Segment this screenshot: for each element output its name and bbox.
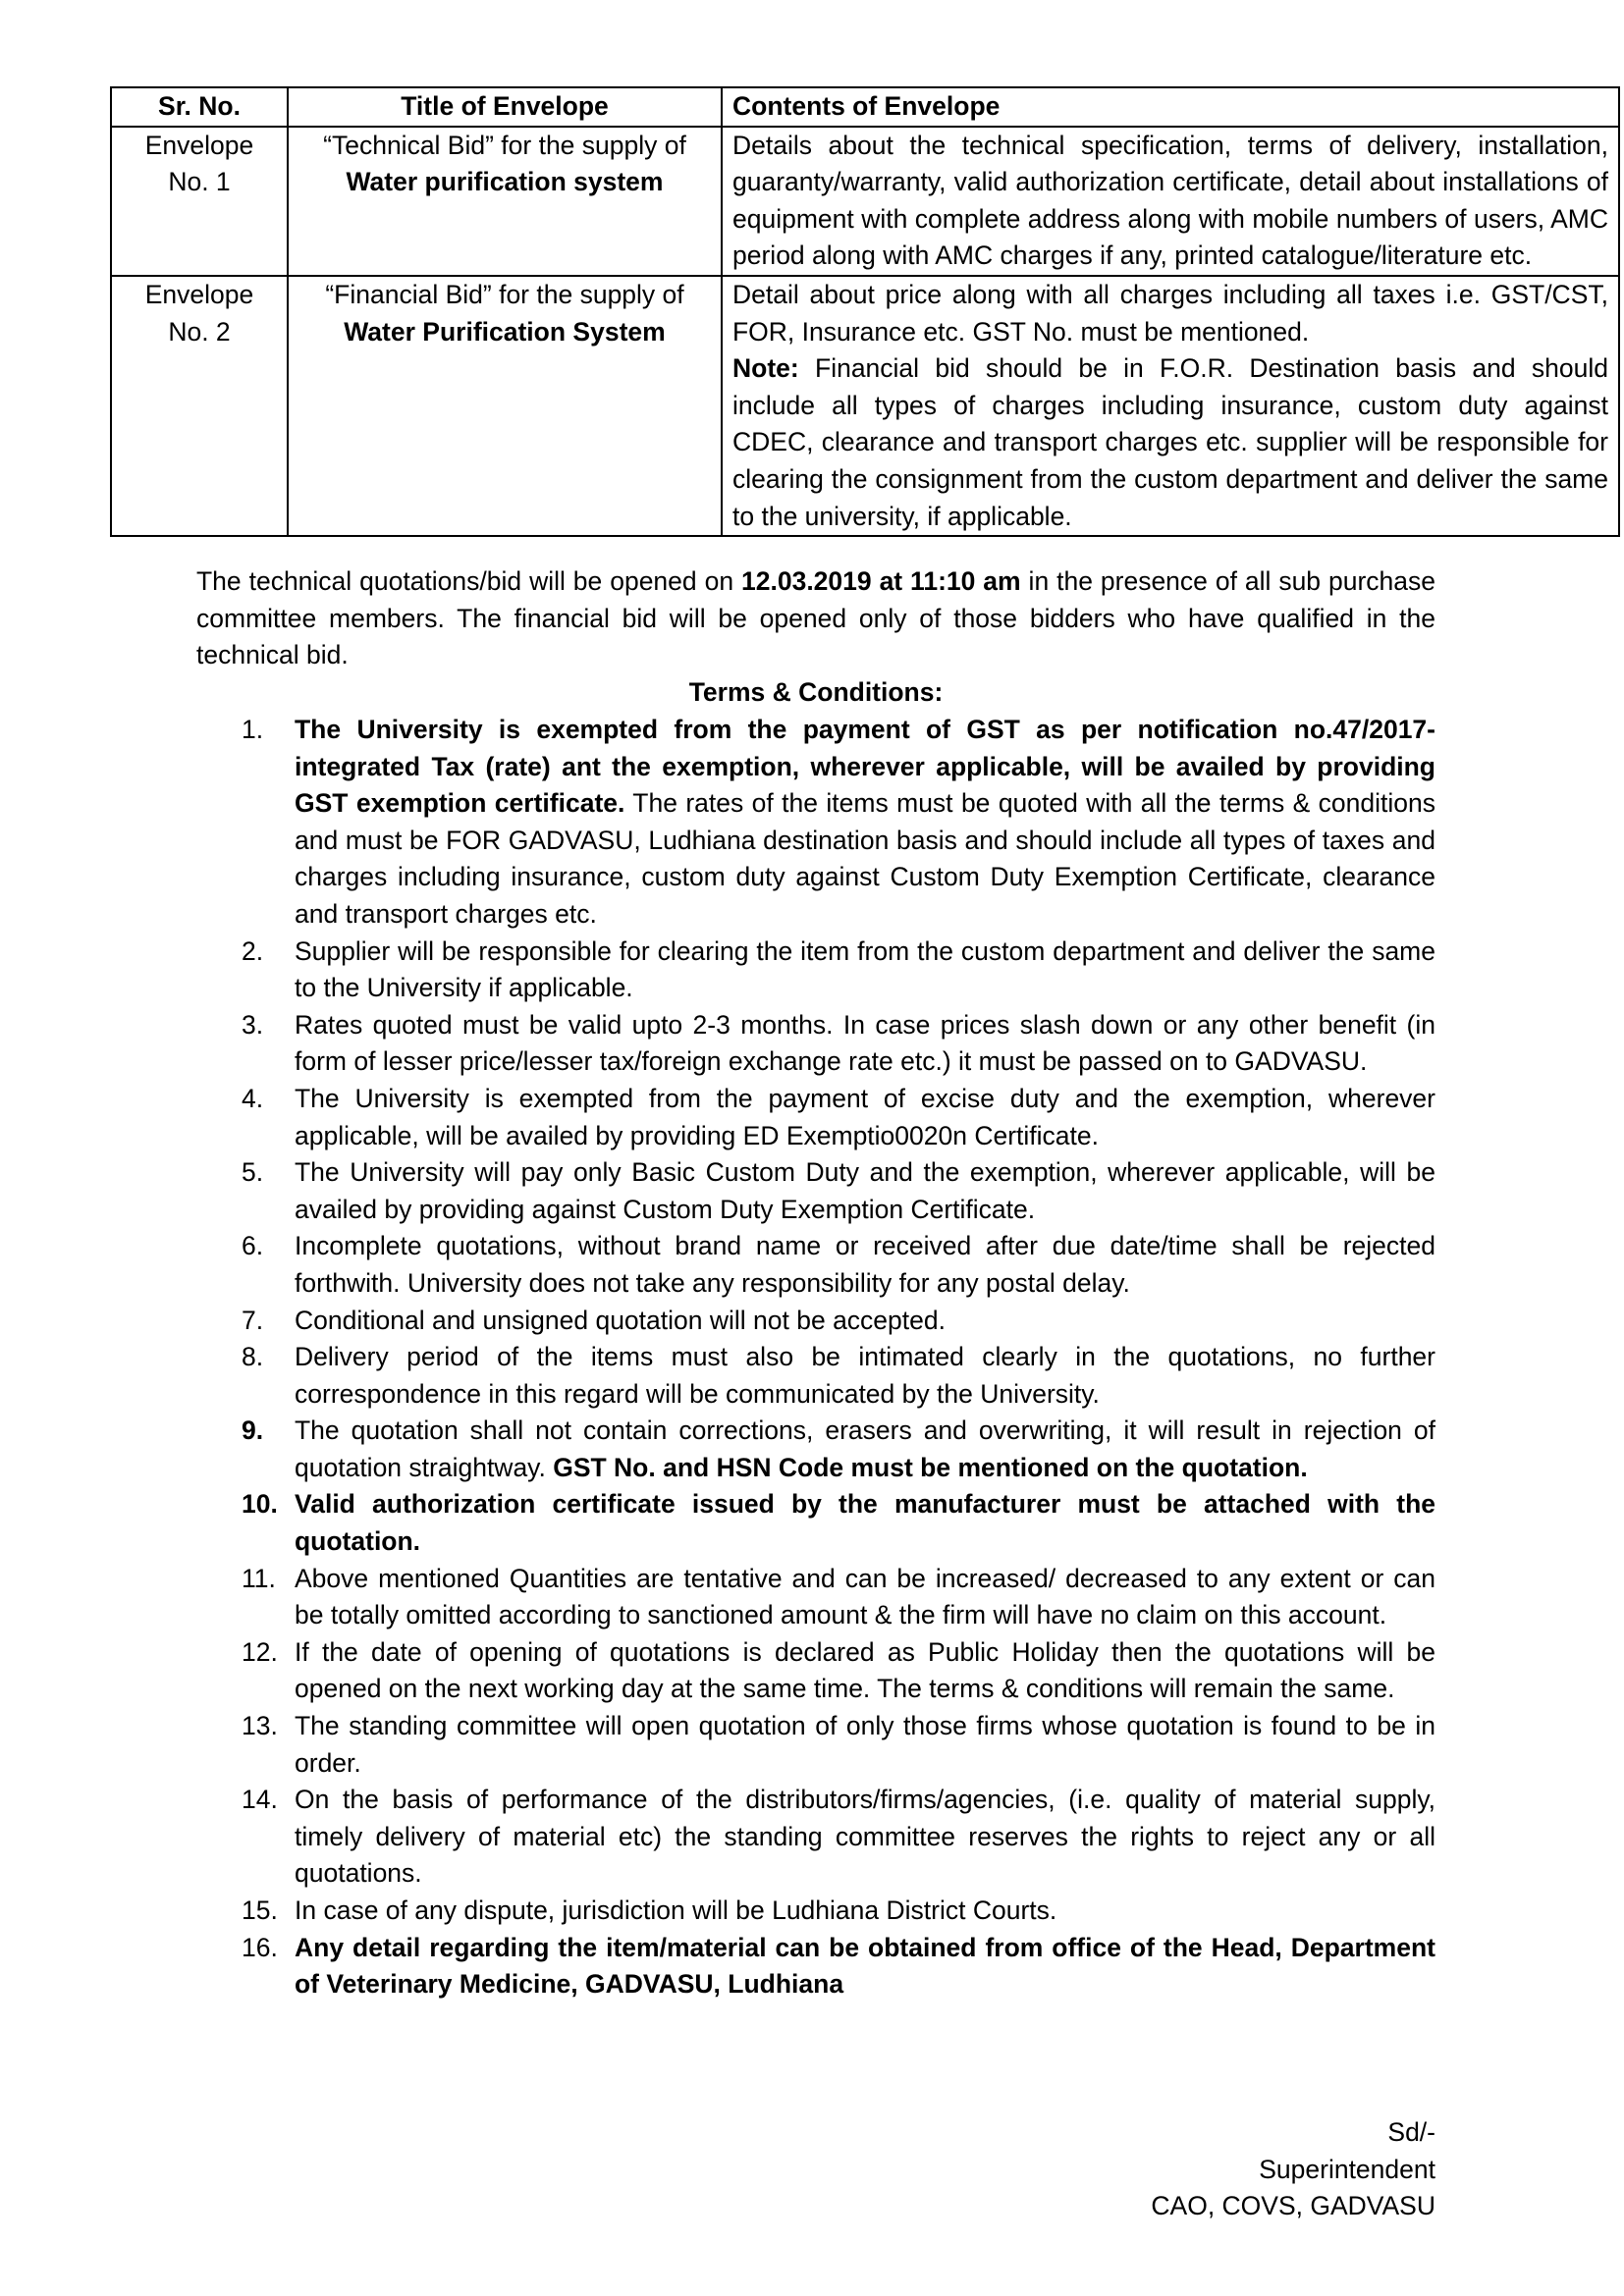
- term-text: Rates quoted must be valid upto 2-3 months. In case prices slash down or any other benefit (in form of lesser price/lesser tax/foreign exchange rate etc.) it must be passed on to GADVASU.: [295, 1009, 1435, 1077]
- header-contents: Contents of Envelope: [722, 87, 1619, 127]
- signature-title: Superintendent: [1259, 2154, 1435, 2184]
- term-text: Above mentioned Quantities are tentative and can be increased/ decreased to any extent or can be totally omitted according to sanctioned amount & the firm will have no claim on this account.: [295, 1563, 1435, 1630]
- row2-contents: [722, 276, 1619, 536]
- opening-text-rest: in the presence of all sub purchase committee members. The financial bid will be opened only of those bidders who have qualified in the technical bid.: [196, 566, 1435, 670]
- list-item: [242, 1007, 1435, 1081]
- term-number: 2.: [242, 935, 264, 966]
- term-text: The quotation shall not contain corrections, erasers and overwriting, it will result in rejection of quotation straightway.: [295, 1415, 1435, 1482]
- list-item: [242, 1081, 1435, 1154]
- term-number: 16.: [242, 1932, 278, 1962]
- term-text: The University will pay only Basic Custom Duty and the exemption, wherever applicable, will be availed by providing against Custom Duty Exemption Certificate.: [295, 1157, 1435, 1224]
- list-item: [242, 1634, 1435, 1708]
- list-item: [242, 1782, 1435, 1893]
- term-text: Incomplete quotations, without brand name or received after due date/time shall be rejected forthwith. University does not take any responsibility for any postal delay.: [295, 1231, 1435, 1298]
- term-text: Supplier will be responsible for clearing the item from the custom department and deliver the same to the University if applicable.: [295, 935, 1435, 1003]
- terms-list: [242, 712, 1435, 2003]
- header-title: Title of Envelope: [288, 87, 722, 127]
- term-number: 4.: [242, 1083, 264, 1113]
- list-item: [242, 1339, 1435, 1413]
- term-text: In case of any dispute, jurisdiction will be Ludhiana District Courts.: [295, 1896, 1057, 1925]
- row2-title: [288, 276, 722, 536]
- table-row: [111, 276, 1619, 536]
- list-item: [242, 712, 1435, 934]
- term-text: If the date of opening of quotations is declared as Public Holiday then the quotations will be opened on the next working day at the same time. The terms & conditions will remain the same.: [295, 1636, 1435, 1704]
- opening-text: The technical quotations/bid will be opened on: [196, 566, 741, 596]
- term-text: Delivery period of the items must also be intimated clearly in the quotations, no further correspondence in this regard will be communicated by the University.: [295, 1342, 1435, 1409]
- opening-date: 12.03.2019 at 11:10 am: [741, 566, 1021, 596]
- list-item: [242, 1486, 1435, 1560]
- row2-contents-text: Detail about price along with all charges including all taxes i.e. GST/CST, FOR, Insurance etc. GST No. must be mentioned.: [732, 279, 1608, 347]
- row2-title-item: Water Purification System: [344, 316, 666, 347]
- term-bold: Valid authorization certificate issued by the manufacturer must be attached with the quotation.: [295, 1489, 1435, 1557]
- row1-sr-no: Envelope No. 1: [111, 127, 288, 276]
- list-item: [242, 1154, 1435, 1228]
- term-bold: GST No. and HSN Code must be mentioned on the quotation.: [553, 1452, 1308, 1482]
- term-bold: Any detail regarding the item/material can be obtained from office of the Head, Department of Veterinary Medicine, GADVASU, Ludhiana: [295, 1932, 1435, 2000]
- term-text: The rates of the items must be quoted with all the terms & conditions and must be FOR GADVASU, Ludhiana destination basis and should include all types of taxes and charges including insurance, custom duty against Custom Duty Exemption Certificate, clearance and transport charges etc.: [295, 788, 1435, 929]
- term-text: The University is exempted from the payment of excise duty and the exemption, wherever applicable, will be availed by providing ED Exemptio0020n Certificate.: [295, 1083, 1435, 1150]
- term-number: 10.: [242, 1489, 278, 1520]
- table-row: [111, 127, 1619, 276]
- signature-office: CAO, COVS, GADVASU: [1151, 2191, 1435, 2221]
- terms-heading: Terms & Conditions:: [688, 677, 944, 707]
- row2-sr-no: Envelope No. 2: [111, 276, 288, 536]
- list-item: [242, 1413, 1435, 1486]
- term-number: 8.: [242, 1342, 264, 1372]
- term-text: On the basis of performance of the distributors/firms/agencies, (i.e. quality of material supply, timely delivery of material etc) the standing committee reserves the rights to reject any or all quotations.: [295, 1785, 1435, 1889]
- list-item: [242, 934, 1435, 1007]
- list-item: [242, 1561, 1435, 1634]
- term-number: 11.: [242, 1563, 276, 1593]
- row1-title-text: “Technical Bid” for the supply of: [323, 130, 686, 160]
- list-item: [242, 1303, 1435, 1340]
- term-number: 7.: [242, 1305, 264, 1335]
- list-item: [242, 1930, 1435, 2003]
- term-number: 14.: [242, 1785, 278, 1815]
- opening-paragraph: [196, 563, 1435, 674]
- row1-title-item: Water purification system: [346, 167, 664, 197]
- term-number: 13.: [242, 1711, 278, 1741]
- term-number: 5.: [242, 1157, 264, 1188]
- row2-title-text: “Financial Bid” for the supply of: [325, 279, 684, 309]
- envelope-table: [110, 86, 1620, 537]
- row2-note-label: Note:: [732, 353, 799, 384]
- signature-sd: Sd/-: [1387, 2117, 1435, 2147]
- term-text: The standing committee will open quotation of only those firms whose quotation is found to be in order.: [295, 1711, 1435, 1778]
- header-sr-no: Sr. No.: [111, 87, 288, 127]
- list-item: [242, 1893, 1435, 1930]
- row2-note-text: Financial bid should be in F.O.R. Destination basis and should include all types of charges including insurance, custom duty against CDEC, clearance and transport charges etc. supplier will be responsible for clearing the consignment from the custom department and deliver the same to the university, if applicable.: [732, 353, 1608, 531]
- term-text: Conditional and unsigned quotation will not be accepted.: [295, 1305, 946, 1335]
- list-item: [242, 1228, 1435, 1302]
- table-header-row: [111, 87, 1619, 127]
- term-number: 3.: [242, 1009, 264, 1040]
- row1-contents: Details about the technical specification, terms of delivery, installation, guaranty/warranty, valid authorization certificate, detail about installations of equipment with complete address along with mobile numbers of users, AMC period along with AMC charges if any, printed catalogue/literature etc.: [722, 127, 1619, 276]
- term-bold: The University is exempted from the payment of GST as per notification no.47/2017-integrated Tax (rate) ant the exemption, wherever applicable, will be availed by providing GST exemption certificate.: [295, 715, 1435, 819]
- term-number: 12.: [242, 1636, 278, 1667]
- row1-title: [288, 127, 722, 276]
- term-number: 1.: [242, 715, 264, 744]
- list-item: [242, 1708, 1435, 1782]
- term-number: 6.: [242, 1231, 264, 1261]
- signature-block: [1151, 2114, 1435, 2225]
- term-number: 9.: [242, 1415, 264, 1446]
- term-number: 15.: [242, 1896, 278, 1925]
